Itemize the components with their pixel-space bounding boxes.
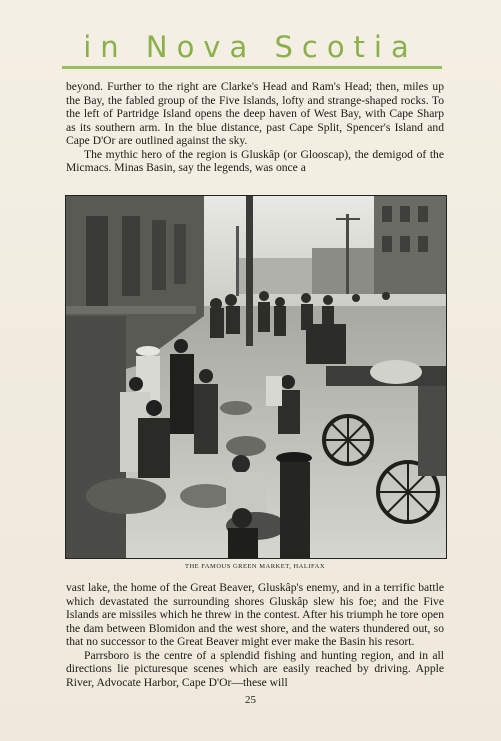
market-photo	[65, 195, 447, 559]
photo-caption: THE FAMOUS GREEN MARKET, HALIFAX	[184, 563, 326, 570]
header-rule	[62, 66, 442, 69]
top-text-block	[66, 80, 444, 175]
paragraph: The mythic hero of the region is Gluskâp (or Glooscap), the demigod of the Micmacs. Minas Basin, say the legends, was once a	[66, 147, 444, 174]
paragraph: Parrsboro is the centre of a splendid fishing and hunting region, and in all directions lie picturesque scenes which are easily reached by driving. Apple River, Advocate Harbor, Cape D'Or—these will	[66, 648, 444, 689]
bottom-text-block	[66, 581, 444, 689]
paragraph: vast lake, the home of the Great Beaver, Gluskâp's enemy, and in a terrific battle which devastated the surrounding shores Gluskâp slew his foe; and the Five Islands are missiles which he threw in the contest. After his triumph he tore open the dam between Blomidon and the west shore, and the waters thundered out, so that no successor to the Great Beaver might ever make the Basin his resort.	[66, 581, 444, 648]
page-number: 25	[245, 694, 256, 706]
paragraph: beyond. Further to the right are Clarke's Head and Ram's Head; then, miles up the Bay, the fabled group of the Five Islands, lofty and strange-shaped rocks. To the left of Partridge Island opens the deep haven of West Bay, with Cape Sharp as its southern arm. In the blue distance, past Cape Split, Spencer's Island and Cape D'Or are outlined against the sky.	[66, 80, 444, 147]
page-header-title: in Nova Scotia	[83, 30, 418, 64]
